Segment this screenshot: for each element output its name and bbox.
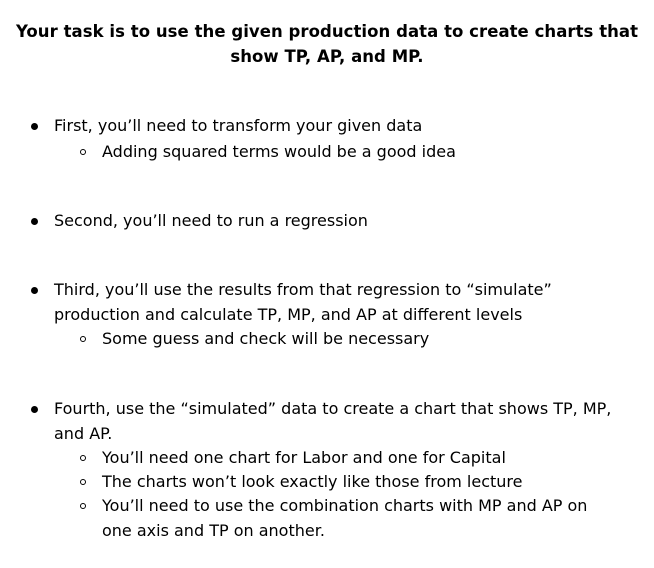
step-4-subitem-2: The charts won’t look exactly like those from lecture <box>102 472 523 491</box>
task-heading-line-2: show TP, AP, and MP. <box>230 47 424 66</box>
step-4-subitem-3-line-1: You’ll need to use the combination charts with MP and AP on <box>102 496 588 515</box>
sub-bullet-circle-icon <box>80 336 86 342</box>
bullet-dot-icon <box>31 218 38 225</box>
sub-bullet-circle-icon <box>80 455 86 461</box>
sub-bullet-circle-icon <box>80 479 86 485</box>
step-4-subitem-3-line-2: one axis and TP on another. <box>102 521 325 540</box>
step-2-line-1: Second, you’ll need to run a regression <box>54 211 368 230</box>
bullet-dot-icon <box>31 287 38 294</box>
sub-bullet-circle-icon <box>80 149 86 155</box>
bullet-dot-icon <box>31 406 38 413</box>
step-4-line-2: and AP. <box>54 424 113 443</box>
sub-bullet-circle-icon <box>80 503 86 509</box>
task-heading <box>0 19 654 69</box>
step-3-subitem-1: Some guess and check will be necessary <box>102 329 430 348</box>
step-1-subitem-1: Adding squared terms would be a good idea <box>102 142 456 161</box>
bullet-dot-icon <box>31 123 38 130</box>
step-1-line-1: First, you’ll need to transform your given data <box>54 116 423 135</box>
task-heading-line-1: Your task is to use the given production data to create charts that <box>15 22 639 41</box>
step-4-line-1: Fourth, use the “simulated” data to create a chart that shows TP, MP, <box>54 399 612 418</box>
step-3-line-1: Third, you’ll use the results from that regression to “simulate” <box>54 280 552 299</box>
step-3-line-2: production and calculate TP, MP, and AP at different levels <box>54 305 523 324</box>
step-4-subitem-1: You’ll need one chart for Labor and one for Capital <box>102 448 506 467</box>
